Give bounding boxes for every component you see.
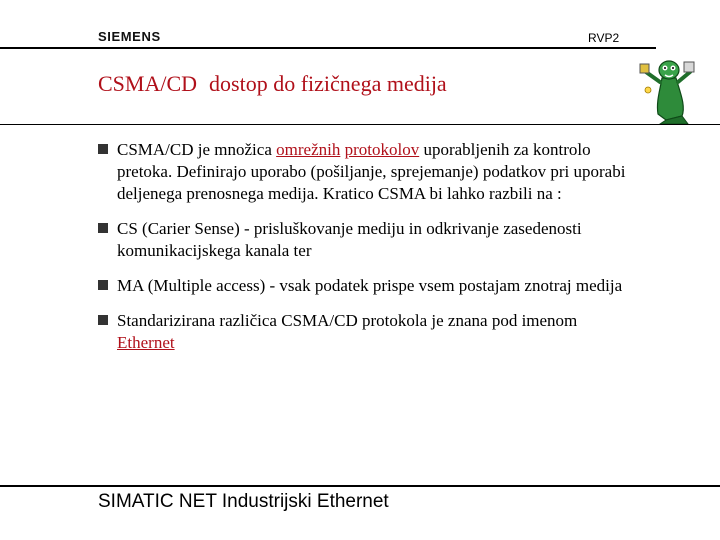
bullet-item: CSMA/CD je množica omrežnih protokolov uporabljenih za kontrolo pretoka. Definirajo uporabo (pošiljanje, sprejemanje) podatkov pri uporabi deljenega prenosnega medija. Kratico CSMA bi lahko razbili na : — [98, 139, 638, 205]
bullet-square-icon — [98, 144, 108, 154]
link-protokolov[interactable]: protokolov — [344, 140, 420, 159]
bullet-item: MA (Multiple access) - vsak podatek prispe vsem postajam znotraj medija — [98, 275, 638, 297]
footer-divider — [0, 485, 720, 487]
title-divider — [0, 124, 720, 125]
header-divider — [0, 47, 656, 49]
bullet-square-icon — [98, 223, 108, 233]
slide-code: RVP2 — [588, 31, 620, 45]
siemens-logo: SIEMENS — [98, 29, 161, 44]
title-acronym: CSMA/CD — [98, 71, 198, 96]
bullet-square-icon — [98, 315, 108, 325]
footer-text: SIMATIC NET Industrijski Ethernet — [98, 491, 389, 512]
page-title — [98, 71, 447, 97]
bullet-list — [98, 139, 638, 367]
link-omreznih[interactable]: omrežnih — [276, 140, 341, 159]
title-text: dostop do fizičnega medija — [209, 71, 447, 96]
bullet-square-icon — [98, 280, 108, 290]
link-ethernet[interactable]: Ethernet — [117, 333, 175, 352]
mascot-icon — [638, 50, 698, 126]
bullet-item: CS (Carier Sense) - prisluškovanje mediju in odkrivanje zasedenosti komunikacijskega kanala ter — [98, 218, 638, 262]
bullet-item: Standarizirana različica CSMA/CD protokola je znana pod imenom Ethernet — [98, 310, 638, 354]
